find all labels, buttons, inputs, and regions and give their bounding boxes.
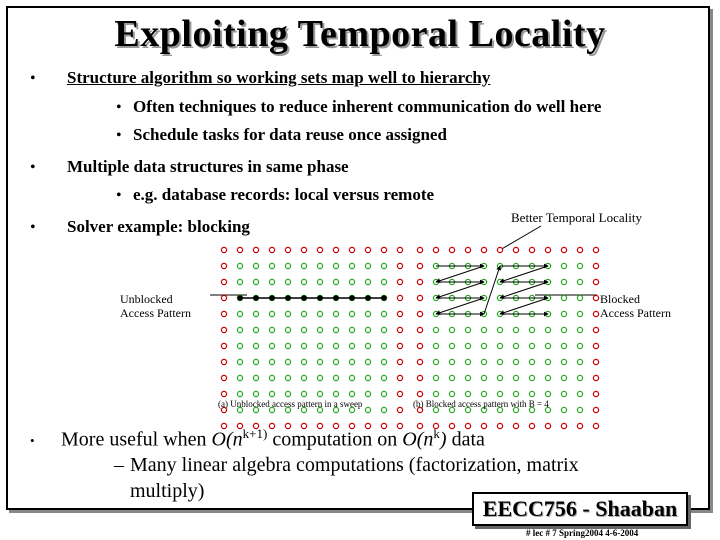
interior-point	[513, 327, 518, 332]
boundary-point	[593, 263, 598, 268]
interior-point	[577, 407, 582, 412]
interior-point	[529, 391, 534, 396]
boundary-point	[221, 391, 226, 396]
interior-point	[577, 263, 582, 268]
interior-point	[433, 375, 438, 380]
bullet-4-sub-1: Many linear algebra computations (factorization, matrix	[130, 454, 579, 476]
interior-point	[497, 327, 502, 332]
boundary-point	[237, 247, 242, 252]
interior-point	[497, 359, 502, 364]
interior-point	[237, 327, 242, 332]
boundary-point	[561, 247, 566, 252]
bullet-4-text: More useful when	[61, 428, 212, 451]
interior-point	[237, 263, 242, 268]
boundary-point	[397, 391, 402, 396]
bullet-marker: •	[116, 99, 122, 116]
boundary-point	[497, 423, 502, 428]
interior-point	[253, 263, 258, 268]
footer-note: # lec # 7 Spring2004 4-6-2004	[526, 528, 639, 538]
traversal-arrow	[436, 266, 484, 282]
boundary-point	[417, 295, 422, 300]
caption-b: (b) Blocked access pattern with B = 4	[413, 399, 549, 409]
boundary-point	[221, 343, 226, 348]
interior-point	[237, 311, 242, 316]
boundary-point	[561, 423, 566, 428]
interior-point	[317, 391, 322, 396]
boundary-point	[397, 311, 402, 316]
slide-title: Exploiting Temporal Locality	[114, 13, 606, 55]
course-badge: EECC756 - Shaaban	[472, 492, 688, 526]
boundary-point	[349, 247, 354, 252]
interior-point	[449, 391, 454, 396]
interior-point	[317, 263, 322, 268]
boundary-point	[513, 247, 518, 252]
bullet-1: Structure algorithm so working sets map well to hierarchy	[67, 68, 491, 87]
boundary-point	[593, 311, 598, 316]
boundary-point	[397, 247, 402, 252]
interior-point	[237, 343, 242, 348]
boundary-point	[221, 295, 226, 300]
interior-point	[301, 375, 306, 380]
accessed-point	[381, 295, 387, 301]
boundary-point	[593, 327, 598, 332]
interior-point	[285, 359, 290, 364]
bullet-marker: •	[116, 187, 122, 204]
bullet-4-sub-1-cont: multiply)	[130, 480, 205, 502]
interior-point	[349, 343, 354, 348]
bullet-4-paren: )	[439, 428, 447, 451]
interior-point	[317, 327, 322, 332]
interior-point	[481, 327, 486, 332]
boundary-point	[381, 247, 386, 252]
interior-point	[561, 295, 566, 300]
dash-marker: –	[114, 454, 124, 476]
interior-point	[577, 359, 582, 364]
boundary-point	[449, 247, 454, 252]
interior-point	[253, 359, 258, 364]
boundary-point	[417, 247, 422, 252]
interior-point	[481, 375, 486, 380]
interior-point	[449, 343, 454, 348]
interior-point	[285, 343, 290, 348]
interior-point	[449, 375, 454, 380]
boundary-point	[221, 247, 226, 252]
boundary-point	[397, 327, 402, 332]
interior-point	[333, 327, 338, 332]
boundary-point	[481, 247, 486, 252]
accessed-point	[237, 295, 243, 301]
interior-point	[381, 327, 386, 332]
bullet-4-exponent-2: k	[433, 426, 440, 441]
boundary-point	[417, 279, 422, 284]
boundary-point	[593, 247, 598, 252]
interior-point	[561, 407, 566, 412]
accessed-point	[349, 295, 355, 301]
interior-point	[333, 391, 338, 396]
boundary-point	[397, 375, 402, 380]
interior-point	[481, 343, 486, 348]
accessed-point	[317, 295, 323, 301]
bullet-4-text: computation on	[267, 428, 403, 451]
interior-point	[269, 359, 274, 364]
interior-point	[285, 311, 290, 316]
interior-point	[481, 359, 486, 364]
interior-point	[253, 391, 258, 396]
interior-point	[465, 327, 470, 332]
interior-point	[333, 343, 338, 348]
interior-point	[577, 311, 582, 316]
boundary-point	[417, 359, 422, 364]
interior-point	[465, 391, 470, 396]
interior-point	[545, 375, 550, 380]
boundary-point	[221, 279, 226, 284]
interior-point	[365, 311, 370, 316]
interior-point	[237, 359, 242, 364]
traversal-arrow	[436, 282, 484, 298]
unblocked-label	[120, 292, 191, 320]
interior-point	[285, 263, 290, 268]
traversal-arrow	[436, 298, 484, 314]
interior-point	[433, 343, 438, 348]
interior-point	[465, 375, 470, 380]
boundary-point	[593, 295, 598, 300]
traversal-arrow	[500, 266, 548, 282]
interior-point	[577, 391, 582, 396]
interior-point	[481, 391, 486, 396]
boundary-point	[593, 279, 598, 284]
blocked-label-line2: Access Pattern	[600, 306, 671, 320]
interior-point	[349, 263, 354, 268]
boundary-point	[497, 247, 502, 252]
interior-point	[285, 279, 290, 284]
callout-line	[500, 226, 541, 250]
interior-point	[333, 311, 338, 316]
accessed-point	[253, 295, 259, 301]
interior-point	[465, 359, 470, 364]
interior-point	[301, 327, 306, 332]
interior-point	[349, 391, 354, 396]
interior-point	[317, 359, 322, 364]
boundary-point	[593, 391, 598, 396]
interior-point	[301, 263, 306, 268]
caption-a: (a) Unblocked access pattern in a sweep	[218, 399, 363, 409]
interior-point	[301, 279, 306, 284]
interior-point	[497, 343, 502, 348]
accessed-point	[365, 295, 371, 301]
boundary-point	[221, 311, 226, 316]
interior-point	[333, 263, 338, 268]
blocked-label-line1: Blocked	[600, 292, 640, 306]
interior-point	[381, 375, 386, 380]
accessed-point	[333, 295, 339, 301]
boundary-point	[593, 407, 598, 412]
interior-point	[381, 263, 386, 268]
interior-point	[497, 391, 502, 396]
interior-point	[317, 311, 322, 316]
boundary-point	[417, 343, 422, 348]
interior-point	[577, 295, 582, 300]
interior-point	[253, 327, 258, 332]
boundary-point	[529, 247, 534, 252]
interior-point	[285, 391, 290, 396]
interior-point	[513, 343, 518, 348]
bullet-1-sub-2: Schedule tasks for data reuse once assigned	[133, 125, 447, 144]
boundary-point	[513, 423, 518, 428]
bullet-1-sub-1: Often techniques to reduce inherent communication do well here	[133, 97, 602, 116]
interior-point	[433, 391, 438, 396]
interior-point	[365, 375, 370, 380]
interior-point	[577, 343, 582, 348]
interior-point	[269, 375, 274, 380]
boundary-point	[333, 247, 338, 252]
accessed-point	[285, 295, 291, 301]
interior-point	[381, 279, 386, 284]
boundary-point	[221, 263, 226, 268]
boundary-point	[397, 343, 402, 348]
boundary-point	[593, 359, 598, 364]
bullet-marker: •	[30, 433, 35, 448]
interior-point	[285, 375, 290, 380]
boundary-point	[269, 247, 274, 252]
bullet-4-complexity-1: O(n	[211, 428, 243, 451]
interior-point	[253, 279, 258, 284]
interior-point	[269, 391, 274, 396]
interior-point	[301, 391, 306, 396]
boundary-point	[317, 247, 322, 252]
interior-point	[529, 375, 534, 380]
bullet-4-complexity-2: O(n	[402, 428, 434, 451]
bullet-marker: •	[116, 127, 122, 144]
interior-point	[561, 391, 566, 396]
interior-point	[577, 279, 582, 284]
boundary-point	[365, 247, 370, 252]
interior-point	[545, 359, 550, 364]
bullet-2-sub-1: e.g. database records: local versus remote	[133, 185, 435, 204]
interior-point	[301, 359, 306, 364]
boundary-point	[577, 423, 582, 428]
boundary-point	[577, 247, 582, 252]
interior-point	[365, 263, 370, 268]
boundary-point	[433, 247, 438, 252]
interior-point	[349, 279, 354, 284]
interior-point	[301, 311, 306, 316]
traversal-arrow	[500, 282, 548, 298]
boundary-point	[397, 407, 402, 412]
bullet-marker: •	[30, 70, 36, 87]
interior-point	[253, 375, 258, 380]
boundary-point	[545, 247, 550, 252]
interior-point	[301, 343, 306, 348]
interior-point	[561, 375, 566, 380]
interior-point	[561, 343, 566, 348]
interior-point	[365, 327, 370, 332]
interior-point	[285, 327, 290, 332]
accessed-point	[269, 295, 275, 301]
bullet-3: Solver example: blocking	[67, 217, 250, 236]
interior-point	[333, 359, 338, 364]
bullet-4-text: data	[446, 428, 485, 451]
boundary-point	[221, 375, 226, 380]
interior-point	[545, 391, 550, 396]
interior-point	[269, 327, 274, 332]
boundary-point	[417, 263, 422, 268]
boundary-point	[221, 327, 226, 332]
interior-point	[381, 359, 386, 364]
interior-point	[561, 263, 566, 268]
interior-point	[349, 327, 354, 332]
boundary-point	[545, 423, 550, 428]
bullet-marker: •	[30, 219, 36, 236]
interior-point	[529, 359, 534, 364]
interior-point	[577, 375, 582, 380]
interior-point	[449, 327, 454, 332]
interior-point	[381, 343, 386, 348]
interior-point	[433, 359, 438, 364]
interior-point	[381, 407, 386, 412]
interior-point	[529, 343, 534, 348]
boundary-point	[397, 263, 402, 268]
boundary-point	[417, 327, 422, 332]
interior-point	[317, 279, 322, 284]
traversal-arrow	[500, 298, 548, 314]
interior-point	[365, 359, 370, 364]
interior-point	[333, 279, 338, 284]
boundary-point	[397, 295, 402, 300]
bullet-4	[61, 426, 485, 452]
interior-point	[269, 263, 274, 268]
interior-point	[349, 375, 354, 380]
interior-point	[365, 391, 370, 396]
interior-point	[561, 311, 566, 316]
boundary-point	[397, 279, 402, 284]
interior-point	[253, 311, 258, 316]
interior-point	[561, 279, 566, 284]
boundary-point	[253, 247, 258, 252]
interior-point	[545, 327, 550, 332]
unblocked-label-line1: Unblocked	[120, 292, 173, 306]
interior-point	[545, 343, 550, 348]
interior-point	[433, 327, 438, 332]
boundary-point	[397, 359, 402, 364]
interior-point	[269, 311, 274, 316]
traversal-arrow	[484, 266, 500, 314]
bullet-2: Multiple data structures in same phase	[67, 157, 349, 176]
interior-point	[253, 343, 258, 348]
bullet-4-exponent-1: k+1)	[242, 426, 268, 441]
interior-point	[465, 343, 470, 348]
interior-point	[349, 311, 354, 316]
interior-point	[333, 375, 338, 380]
interior-point	[237, 375, 242, 380]
interior-point	[269, 279, 274, 284]
interior-point	[365, 343, 370, 348]
interior-point	[497, 375, 502, 380]
interior-point	[237, 391, 242, 396]
interior-point	[317, 375, 322, 380]
interior-point	[577, 327, 582, 332]
bullet-marker: •	[30, 159, 36, 176]
boundary-point	[417, 375, 422, 380]
boundary-point	[417, 311, 422, 316]
interior-point	[561, 327, 566, 332]
blocked-label	[600, 292, 671, 320]
interior-point	[269, 343, 274, 348]
boundary-point	[593, 423, 598, 428]
boundary-point	[417, 391, 422, 396]
interior-point	[529, 327, 534, 332]
interior-point	[513, 375, 518, 380]
interior-point	[381, 311, 386, 316]
boundary-point	[301, 247, 306, 252]
boundary-point	[221, 359, 226, 364]
interior-point	[237, 279, 242, 284]
boundary-point	[465, 247, 470, 252]
unblocked-label-line2: Access Pattern	[120, 306, 191, 320]
interior-point	[365, 279, 370, 284]
interior-point	[349, 359, 354, 364]
interior-point	[561, 359, 566, 364]
interior-point	[365, 407, 370, 412]
boundary-point	[285, 247, 290, 252]
interior-point	[317, 343, 322, 348]
boundary-point	[593, 343, 598, 348]
better-locality-label: Better Temporal Locality	[511, 210, 642, 225]
boundary-point	[529, 423, 534, 428]
interior-point	[513, 391, 518, 396]
interior-point	[381, 391, 386, 396]
interior-point	[449, 359, 454, 364]
interior-point	[513, 359, 518, 364]
accessed-point	[301, 295, 307, 301]
boundary-point	[593, 375, 598, 380]
